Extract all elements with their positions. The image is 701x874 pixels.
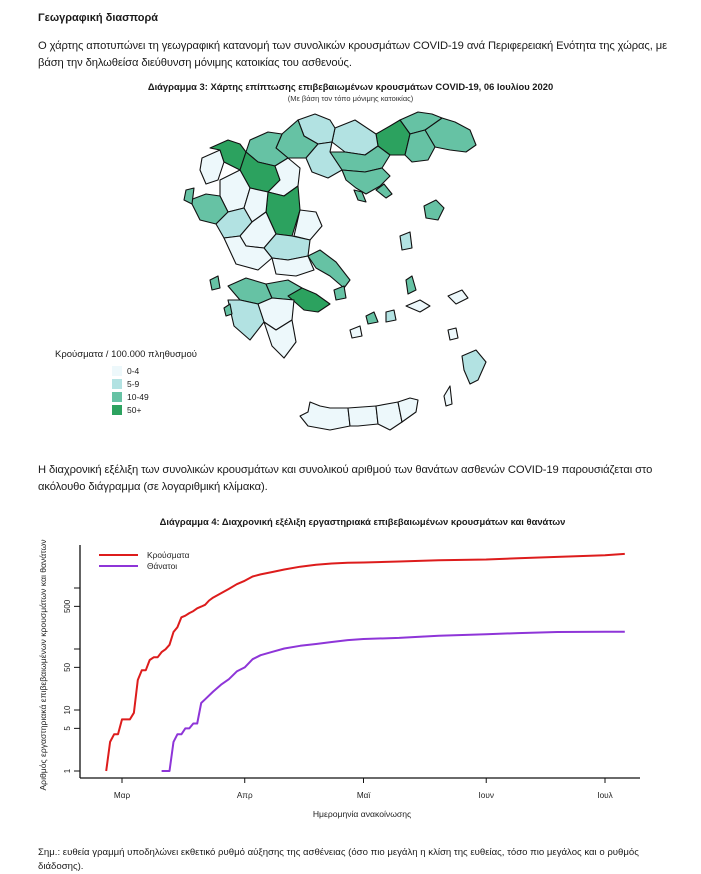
y-tick-label: 50 bbox=[63, 662, 72, 672]
map-region bbox=[366, 312, 378, 324]
legend-label: 10-49 bbox=[127, 392, 149, 402]
map-region bbox=[448, 290, 468, 304]
greece-choropleth-map bbox=[180, 100, 560, 445]
map-region bbox=[448, 328, 458, 340]
legend-swatch bbox=[112, 366, 122, 376]
legend-item-50plus bbox=[112, 405, 141, 416]
y-tick-label: 500 bbox=[63, 599, 72, 614]
map-region bbox=[210, 276, 220, 290]
footnote: Σημ.: ευθεία γραμμή υποδηλώνει εκθετικό ρυθμό αύξησης της ασθένειας (όσο πιο μεγάλη η κλίση της ευθείας, τόσο πιο μεγάλος και ο ρυθμός διάδοσης). bbox=[38, 847, 639, 872]
map-region bbox=[444, 386, 452, 406]
y-tick-label: 1 bbox=[63, 768, 72, 774]
x-tick-label: Απρ bbox=[236, 791, 253, 800]
chart-legend bbox=[99, 550, 190, 571]
chart-lines bbox=[106, 554, 625, 771]
legend-label: 0-4 bbox=[127, 366, 140, 376]
cases-deaths-log-chart bbox=[0, 530, 701, 830]
legend-label: Κρούσματα bbox=[147, 550, 190, 560]
map-region bbox=[406, 276, 416, 294]
map-region bbox=[184, 188, 194, 204]
map-legend-title: Κρούσματα / 100.000 πληθυσμού bbox=[55, 349, 197, 360]
map-figure-title: Διάγραμμα 3: Χάρτης επίπτωσης επιβεβαιωμένων κρουσμάτων COVID-19, 06 Ιουλίου 2020 bbox=[147, 81, 554, 92]
map-region bbox=[334, 286, 346, 300]
map-region bbox=[272, 256, 314, 276]
map-region bbox=[350, 326, 362, 338]
legend-label: 50+ bbox=[127, 405, 142, 415]
legend-item-0-4 bbox=[112, 366, 139, 377]
map-region bbox=[386, 310, 396, 322]
y-tick-label: 10 bbox=[63, 705, 72, 715]
map-region bbox=[300, 402, 350, 430]
legend-swatch bbox=[112, 392, 122, 402]
x-tick-label: Μαρ bbox=[113, 791, 131, 800]
legend-swatch bbox=[112, 405, 122, 415]
x-tick-label: Μαϊ bbox=[356, 791, 371, 800]
map-region bbox=[200, 150, 224, 184]
x-tick-label: Ιουν bbox=[478, 791, 494, 800]
y-tick-label: 5 bbox=[63, 726, 72, 731]
chart-title: Διάγραμμα 4: Διαχρονική εξέλιξη εργαστηριακά επιβεβαιωμένων κρουσμάτων και θανάτων bbox=[159, 516, 566, 527]
legend-label: Θάνατοι bbox=[147, 561, 178, 571]
map-region bbox=[224, 304, 232, 316]
legend-label: 5-9 bbox=[127, 379, 140, 389]
map-region bbox=[406, 300, 430, 312]
intro-paragraph: Ο χάρτης αποτυπώνει τη γεωγραφική κατανομή των συνολικών κρουσμάτων COVID-19 ανά Περιφερειακή Ενότητα της χώρας, με βάση την δηλωθείσα διεύθυνση μόνιμης κατοικίας του ασθενούς. bbox=[38, 40, 667, 69]
legend-swatch bbox=[112, 379, 122, 389]
legend-item-5-9 bbox=[112, 379, 139, 390]
map-region bbox=[348, 406, 378, 426]
chart-axes bbox=[63, 545, 640, 800]
series-line-cases bbox=[106, 554, 625, 771]
map-figure-subtitle: (Με βάση τον τόπο μόνιμης κατοικίας) bbox=[287, 94, 414, 103]
y-axis-label: Αριθμός εργαστηριακά επιβεβαιωμένων κρουσμάτων και θανάτων bbox=[38, 539, 48, 791]
x-axis-label: Ημερομηνία ανακοίνωσης bbox=[312, 809, 412, 819]
map-region bbox=[376, 402, 402, 430]
map-region bbox=[332, 120, 378, 155]
map-region bbox=[228, 300, 264, 340]
map-region bbox=[462, 350, 486, 384]
timeline-paragraph: Η διαχρονική εξέλιξη των συνολικών κρουσμάτων και συνολικού αριθμού των θανάτων ασθενών COVID-19 παρουσιάζεται στο ακόλουθο διάγραμμα (σε λογαριθμική κλίμακα). bbox=[38, 464, 653, 493]
map-region bbox=[424, 200, 444, 220]
x-tick-label: Ιουλ bbox=[597, 791, 613, 800]
map-region bbox=[398, 398, 418, 422]
map-region bbox=[308, 250, 350, 288]
section-title: Γεωγραφική διασπορά bbox=[38, 12, 159, 24]
legend-item-10-49 bbox=[112, 392, 149, 403]
map-region bbox=[400, 232, 412, 250]
series-line-deaths bbox=[162, 632, 625, 771]
